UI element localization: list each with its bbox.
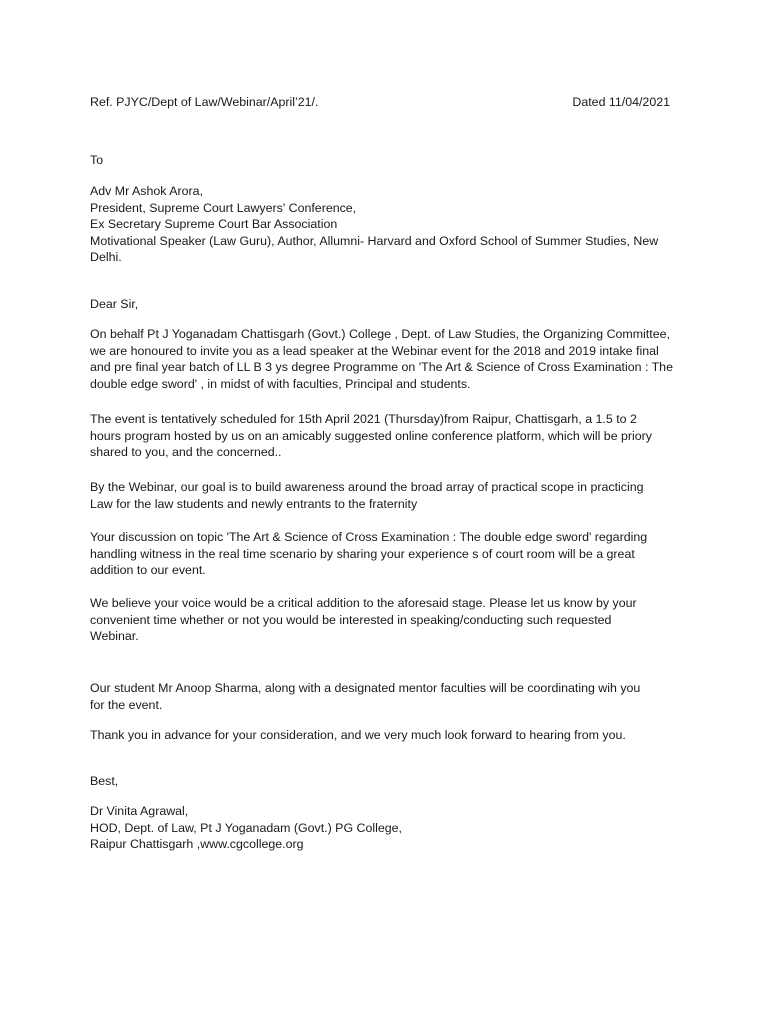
paragraph-line: we are honoured to invite you as a lead speaker at the Webinar event for the 2018 and 2019 intake final bbox=[90, 343, 659, 358]
paragraph-line: Webinar. bbox=[90, 629, 139, 643]
paragraph-line: convenient time whether or not you would be interested in speaking/conducting such requested bbox=[90, 612, 612, 627]
paragraph-line: We believe your voice would be a critical addition to the aforesaid stage. Please let us know by your bbox=[90, 596, 637, 610]
recipient-line: Motivational Speaker (Law Guru), Author, Allumni- Harvard and Oxford School of Summer Studies, New bbox=[90, 233, 659, 248]
signature-name: Dr Vinita Agrawal, bbox=[90, 804, 189, 818]
paragraph-thanks bbox=[90, 727, 680, 744]
paragraph-line: By the Webinar, our goal is to build awareness around the broad array of practical scope in practicing bbox=[90, 480, 644, 494]
paragraph-line: shared to you, and the concerned.. bbox=[90, 445, 282, 459]
paragraph-invitation bbox=[90, 326, 680, 392]
paragraph-line: handling witness in the real time scenario by sharing your experience s of court room will be a great bbox=[90, 546, 635, 561]
recipient-line: Delhi. bbox=[90, 250, 122, 264]
recipient-line: Ex Secretary Supreme Court Bar Association bbox=[90, 217, 338, 231]
paragraph-line: Thank you in advance for your consideration, and we very much look forward to hearing from you. bbox=[90, 728, 626, 742]
salutation: Dear Sir, bbox=[90, 297, 139, 311]
paragraph-line: The event is tentatively scheduled for 15th April 2021 (Thursday)from Raipur, Chattisgarh, a 1.5 to 2 bbox=[90, 412, 637, 426]
paragraph-line: addition to our event. bbox=[90, 563, 206, 577]
paragraph-schedule bbox=[90, 411, 680, 461]
signature-line: HOD, Dept. of Law, Pt J Yoganadam (Govt.) PG College, bbox=[90, 820, 402, 835]
signature-line: Raipur Chattisgarh ,www.cgcollege.org bbox=[90, 837, 304, 851]
paragraph-coordinator bbox=[90, 680, 680, 713]
paragraph-line: double edge sword' , in midst of with faculties, Principal and students. bbox=[90, 376, 471, 391]
paragraph-request bbox=[90, 595, 680, 645]
paragraph-line: hours program hosted by us on an amicably suggested online conference platform, which will be priory bbox=[90, 428, 653, 443]
paragraph-line: for the event. bbox=[90, 697, 163, 712]
paragraph-topic bbox=[90, 529, 680, 579]
paragraph-line: Our student Mr Anoop Sharma, along with a designated mentor faculties will be coordinating wih you bbox=[90, 681, 641, 695]
paragraph-line: On behalf Pt J Yoganadam Chattisgarh (Govt.) College , Dept. of Law Studies, the Organizing Committee, bbox=[90, 327, 670, 341]
recipient-line: President, Supreme Court Lawyers' Conference, bbox=[90, 200, 357, 215]
recipient-block bbox=[90, 183, 680, 266]
reference-number: Ref. PJYC/Dept of Law/Webinar/April’21/. bbox=[90, 95, 319, 109]
paragraph-line: and pre final year batch of LL B 3 ys degree Programme on 'The Art & Science of Cross Examination : The bbox=[90, 360, 673, 374]
to-label: To bbox=[90, 153, 104, 167]
paragraph-goal bbox=[90, 479, 680, 512]
letter-date: Dated 11/04/2021 bbox=[572, 95, 670, 109]
paragraph-line: Your discussion on topic 'The Art & Science of Cross Examination : The double edge sword' regarding bbox=[90, 530, 648, 544]
paragraph-line: Law for the law students and newly entrants to the fraternity bbox=[90, 496, 418, 511]
signature-block bbox=[90, 803, 680, 853]
recipient-line: Adv Mr Ashok Arora, bbox=[90, 184, 203, 198]
closing: Best, bbox=[90, 774, 119, 788]
